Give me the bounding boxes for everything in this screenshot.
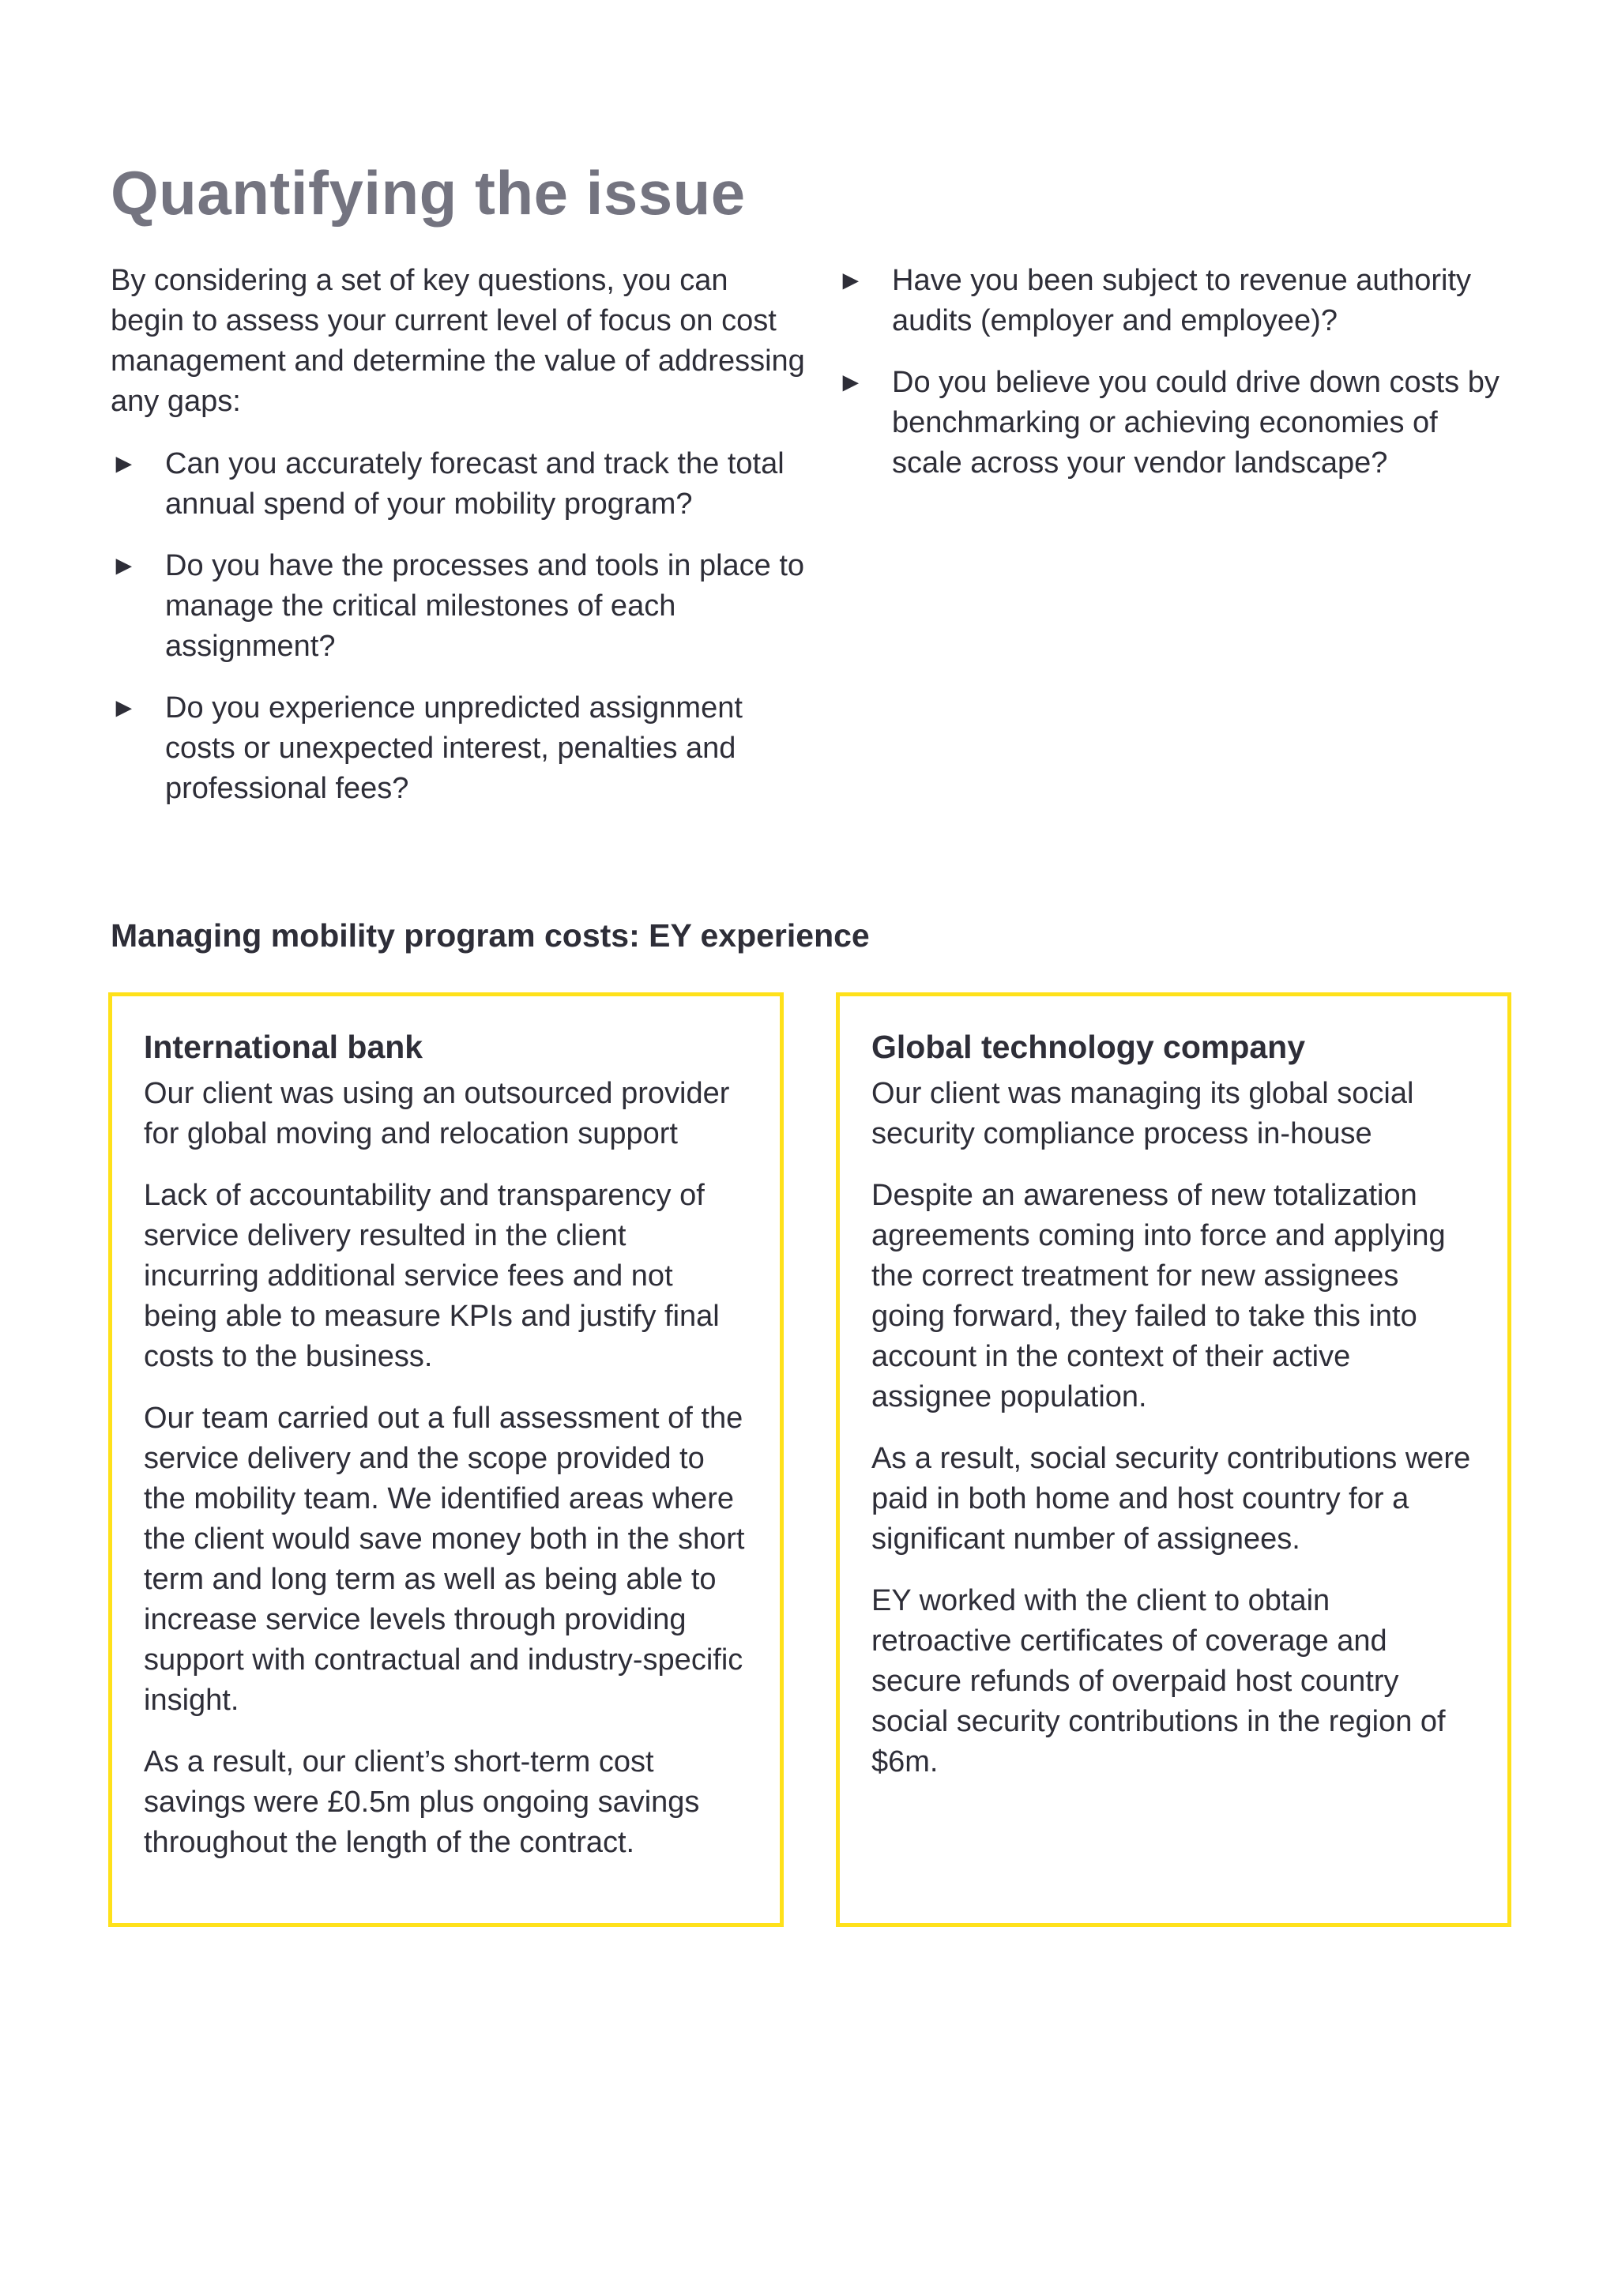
question-item bbox=[837, 261, 1501, 341]
question-item bbox=[111, 546, 806, 667]
page-title: Quantifying the issue bbox=[111, 158, 746, 228]
question-text: Can you accurately forecast and track the total annual spend of your mobility program? bbox=[165, 447, 785, 521]
triangle-bullet-icon: ► bbox=[111, 551, 137, 581]
triangle-bullet-icon: ► bbox=[837, 265, 864, 295]
case-title: International bank bbox=[144, 1029, 423, 1065]
question-text: Do you believe you could drive down costs by benchmarking or achieving economies of scale across your vendor landscape? bbox=[892, 366, 1499, 480]
case-paragraph: As a result, our client’s short-term cost savings were £0.5m plus ongoing savings throughout the length of the contract. bbox=[144, 1745, 700, 1859]
question-item bbox=[111, 688, 806, 809]
question-text: Do you have the processes and tools in place to manage the critical milestones of each assignment? bbox=[165, 549, 805, 663]
case-paragraph: Our client was managing its global social security compliance process in-house bbox=[871, 1077, 1414, 1150]
questions-left-column bbox=[111, 261, 806, 830]
case-study-global-technology-company bbox=[836, 992, 1511, 1927]
case-paragraph: Our client was using an outsourced provider for global moving and relocation support bbox=[144, 1077, 730, 1150]
case-title: Global technology company bbox=[871, 1029, 1306, 1065]
experience-heading: Managing mobility program costs: EY experience bbox=[111, 917, 870, 954]
case-study-international-bank bbox=[108, 992, 784, 1927]
questions-right-column bbox=[837, 261, 1501, 505]
case-paragraph: EY worked with the client to obtain retroactive certificates of coverage and secure refunds of overpaid host country social security contributions in the region of $6m. bbox=[871, 1584, 1446, 1778]
question-item bbox=[111, 444, 806, 525]
case-paragraph: Despite an awareness of new totalization agreements coming into force and applying the correct treatment for new assignees going forward, they failed to take this into account in the context of their active assignee population. bbox=[871, 1179, 1446, 1413]
question-text: Have you been subject to revenue authority audits (employer and employee)? bbox=[892, 264, 1472, 337]
triangle-bullet-icon: ► bbox=[111, 449, 137, 479]
triangle-bullet-icon: ► bbox=[111, 693, 137, 723]
case-paragraph: Our team carried out a full assessment of the service delivery and the scope provided to the mobility team. We identified areas where the client would save money both in the short term and long term as well as being able to increase service levels through providing support with contractual and industry-specific insight. bbox=[144, 1402, 745, 1717]
question-item bbox=[837, 363, 1501, 484]
intro-paragraph: By considering a set of key questions, you can begin to assess your current level of focus on cost management and determine the value of addressing any gaps: bbox=[111, 264, 805, 418]
case-paragraph: As a result, social security contributions were paid in both home and host country for a significant number of assignees. bbox=[871, 1442, 1471, 1556]
question-list-left bbox=[111, 444, 806, 809]
question-text: Do you experience unpredicted assignment costs or unexpected interest, penalties and professional fees? bbox=[165, 691, 743, 805]
case-paragraph: Lack of accountability and transparency of service delivery resulted in the client incurring additional service fees and not being able to measure KPIs and justify final costs to the business. bbox=[144, 1179, 720, 1373]
question-list-right bbox=[837, 261, 1501, 484]
triangle-bullet-icon: ► bbox=[837, 367, 864, 397]
